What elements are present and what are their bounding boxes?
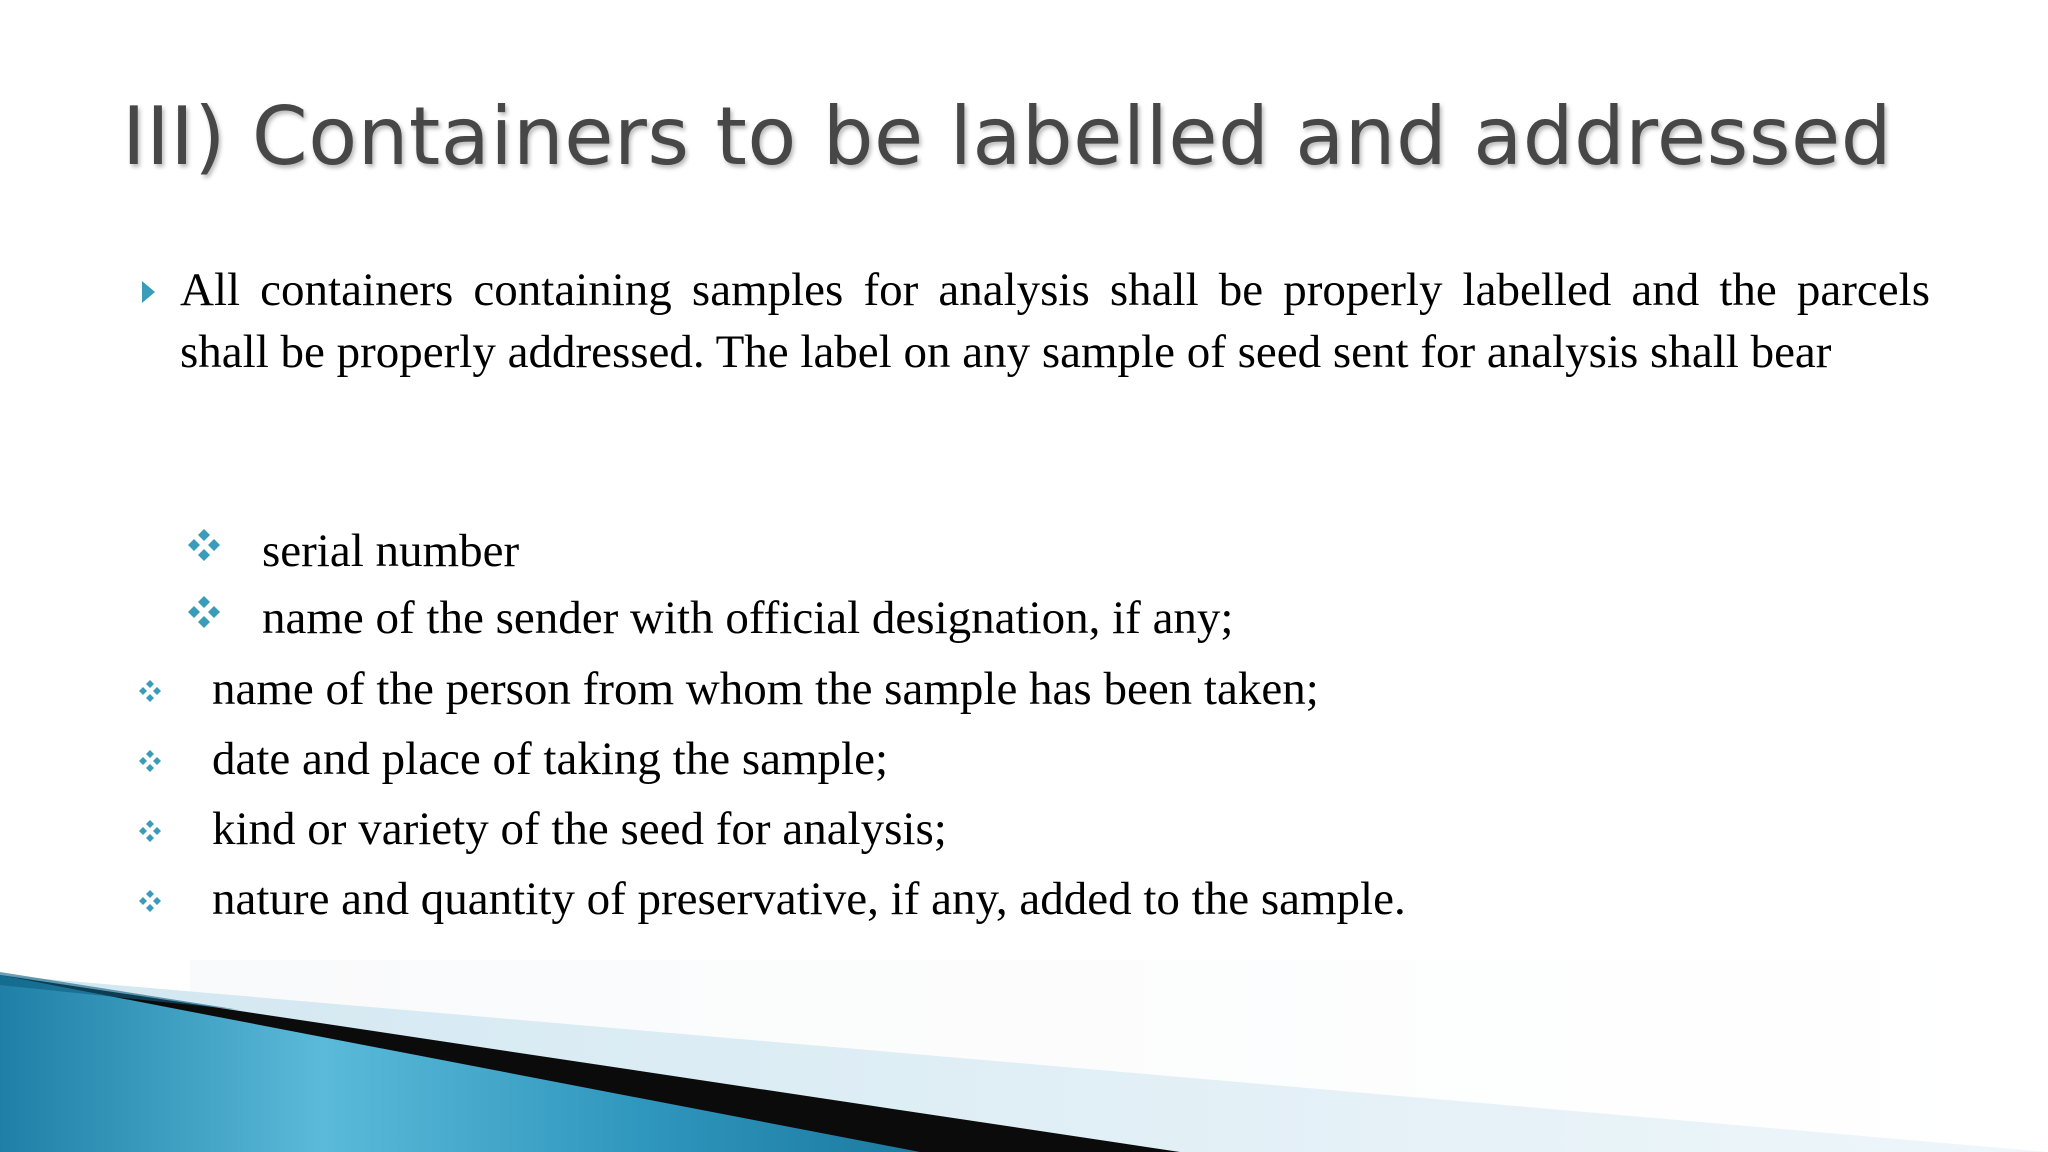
- list-item: [186, 520, 1386, 582]
- list-item: [186, 587, 1586, 649]
- list-item-text: nature and quantity of preservative, if any, added to the sample.: [212, 873, 1406, 925]
- list-item: [138, 798, 1538, 860]
- four-diamond-icon: [138, 679, 162, 703]
- four-diamond-icon: [186, 527, 222, 563]
- four-diamond-icon: [138, 819, 162, 843]
- list-item-text: kind or variety of the seed for analysis;: [212, 803, 947, 855]
- slide-title: III) Containers to be labelled and addressed: [122, 90, 1893, 183]
- four-diamond-icon: [186, 594, 222, 630]
- list-item-text: name of the sender with official designation, if any;: [262, 592, 1234, 644]
- four-diamond-icon: [138, 889, 162, 913]
- list-item: [138, 728, 1538, 790]
- list-item-text: serial number: [262, 525, 520, 577]
- intro-paragraph: All containers containing samples for analysis shall be properly labelled and the parcels shall be properly addressed. The label on any sample of seed sent for analysis shall bear: [180, 264, 1930, 378]
- list-item: [138, 658, 1538, 720]
- list-item: [138, 868, 1638, 930]
- four-diamond-icon: [138, 749, 162, 773]
- list-item-text: date and place of taking the sample;: [212, 733, 889, 785]
- list-item-text: name of the person from whom the sample has been taken;: [212, 663, 1319, 715]
- triangle-right-icon: [136, 278, 160, 306]
